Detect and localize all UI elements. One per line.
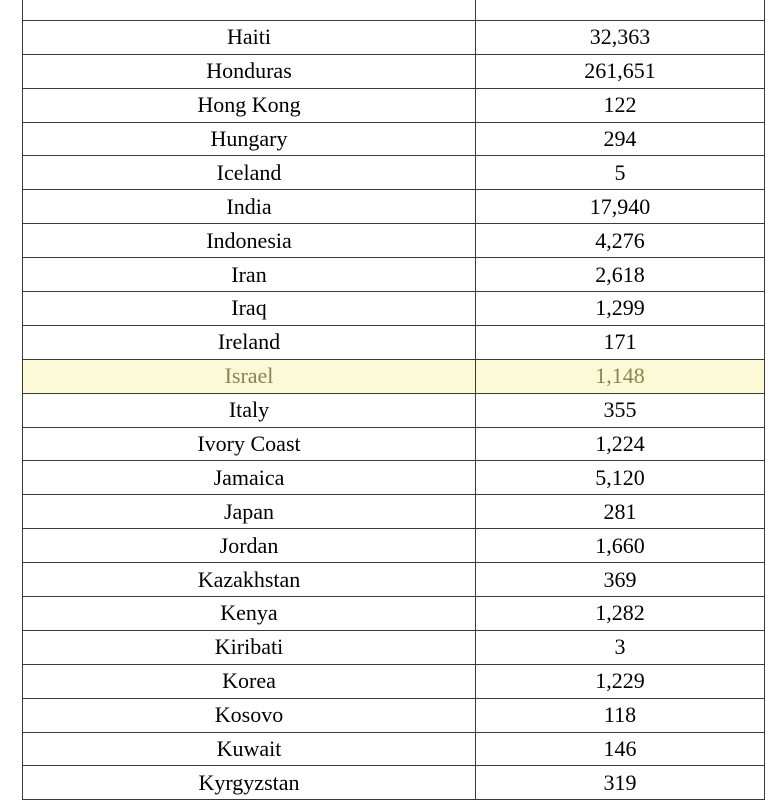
value-cell: 319	[476, 766, 765, 800]
value-cell: 17,940	[476, 190, 765, 224]
value-cell: 1,660	[476, 529, 765, 563]
country-cell: Iceland	[23, 156, 476, 190]
value-cell: 355	[476, 393, 765, 427]
country-cell: Kyrgyzstan	[23, 766, 476, 800]
table-row	[23, 664, 765, 698]
country-cell: Indonesia	[23, 224, 476, 258]
country-cell: Kazakhstan	[23, 563, 476, 597]
value-cell: 5,120	[476, 461, 765, 495]
table-row	[23, 0, 765, 20]
country-cell: Iran	[23, 258, 476, 292]
table-body	[23, 0, 765, 800]
value-cell: 369	[476, 563, 765, 597]
value-cell: 1,224	[476, 427, 765, 461]
table-row	[23, 393, 765, 427]
table-row	[23, 20, 765, 54]
table-row	[23, 563, 765, 597]
table-row	[23, 224, 765, 258]
table-row	[23, 427, 765, 461]
value-cell: 3	[476, 630, 765, 664]
value-cell: 146	[476, 732, 765, 766]
table-row	[23, 597, 765, 631]
country-cell	[23, 0, 476, 20]
table-row	[23, 325, 765, 359]
table-row	[23, 122, 765, 156]
table-row	[23, 495, 765, 529]
country-data-table	[22, 0, 765, 800]
value-cell: 122	[476, 88, 765, 122]
country-cell: Ivory Coast	[23, 427, 476, 461]
value-cell: 1,229	[476, 664, 765, 698]
value-cell: 4,276	[476, 224, 765, 258]
table-row	[23, 156, 765, 190]
value-cell: 2,618	[476, 258, 765, 292]
table-row	[23, 292, 765, 326]
country-cell: India	[23, 190, 476, 224]
value-cell	[476, 0, 765, 20]
table-row-highlighted	[23, 359, 765, 393]
table-row	[23, 88, 765, 122]
table-row	[23, 529, 765, 563]
value-cell: 5	[476, 156, 765, 190]
country-cell: Italy	[23, 393, 476, 427]
table-row	[23, 258, 765, 292]
country-cell: Honduras	[23, 54, 476, 88]
country-cell: Israel	[23, 359, 476, 393]
country-cell: Jordan	[23, 529, 476, 563]
table-row	[23, 630, 765, 664]
table-row	[23, 732, 765, 766]
table-row	[23, 766, 765, 800]
value-cell: 1,299	[476, 292, 765, 326]
table-row	[23, 698, 765, 732]
country-cell: Haiti	[23, 20, 476, 54]
country-cell: Ireland	[23, 325, 476, 359]
value-cell: 281	[476, 495, 765, 529]
country-cell: Iraq	[23, 292, 476, 326]
value-cell: 118	[476, 698, 765, 732]
value-cell: 1,148	[476, 359, 765, 393]
country-cell: Korea	[23, 664, 476, 698]
country-cell: Kiribati	[23, 630, 476, 664]
value-cell: 261,651	[476, 54, 765, 88]
table-row	[23, 190, 765, 224]
country-cell: Japan	[23, 495, 476, 529]
value-cell: 1,282	[476, 597, 765, 631]
table-row	[23, 54, 765, 88]
country-cell: Hungary	[23, 122, 476, 156]
value-cell: 32,363	[476, 20, 765, 54]
value-cell: 294	[476, 122, 765, 156]
country-cell: Jamaica	[23, 461, 476, 495]
country-cell: Kenya	[23, 597, 476, 631]
value-cell: 171	[476, 325, 765, 359]
country-cell: Kuwait	[23, 732, 476, 766]
country-cell: Hong Kong	[23, 88, 476, 122]
table-row	[23, 461, 765, 495]
country-cell: Kosovo	[23, 698, 476, 732]
